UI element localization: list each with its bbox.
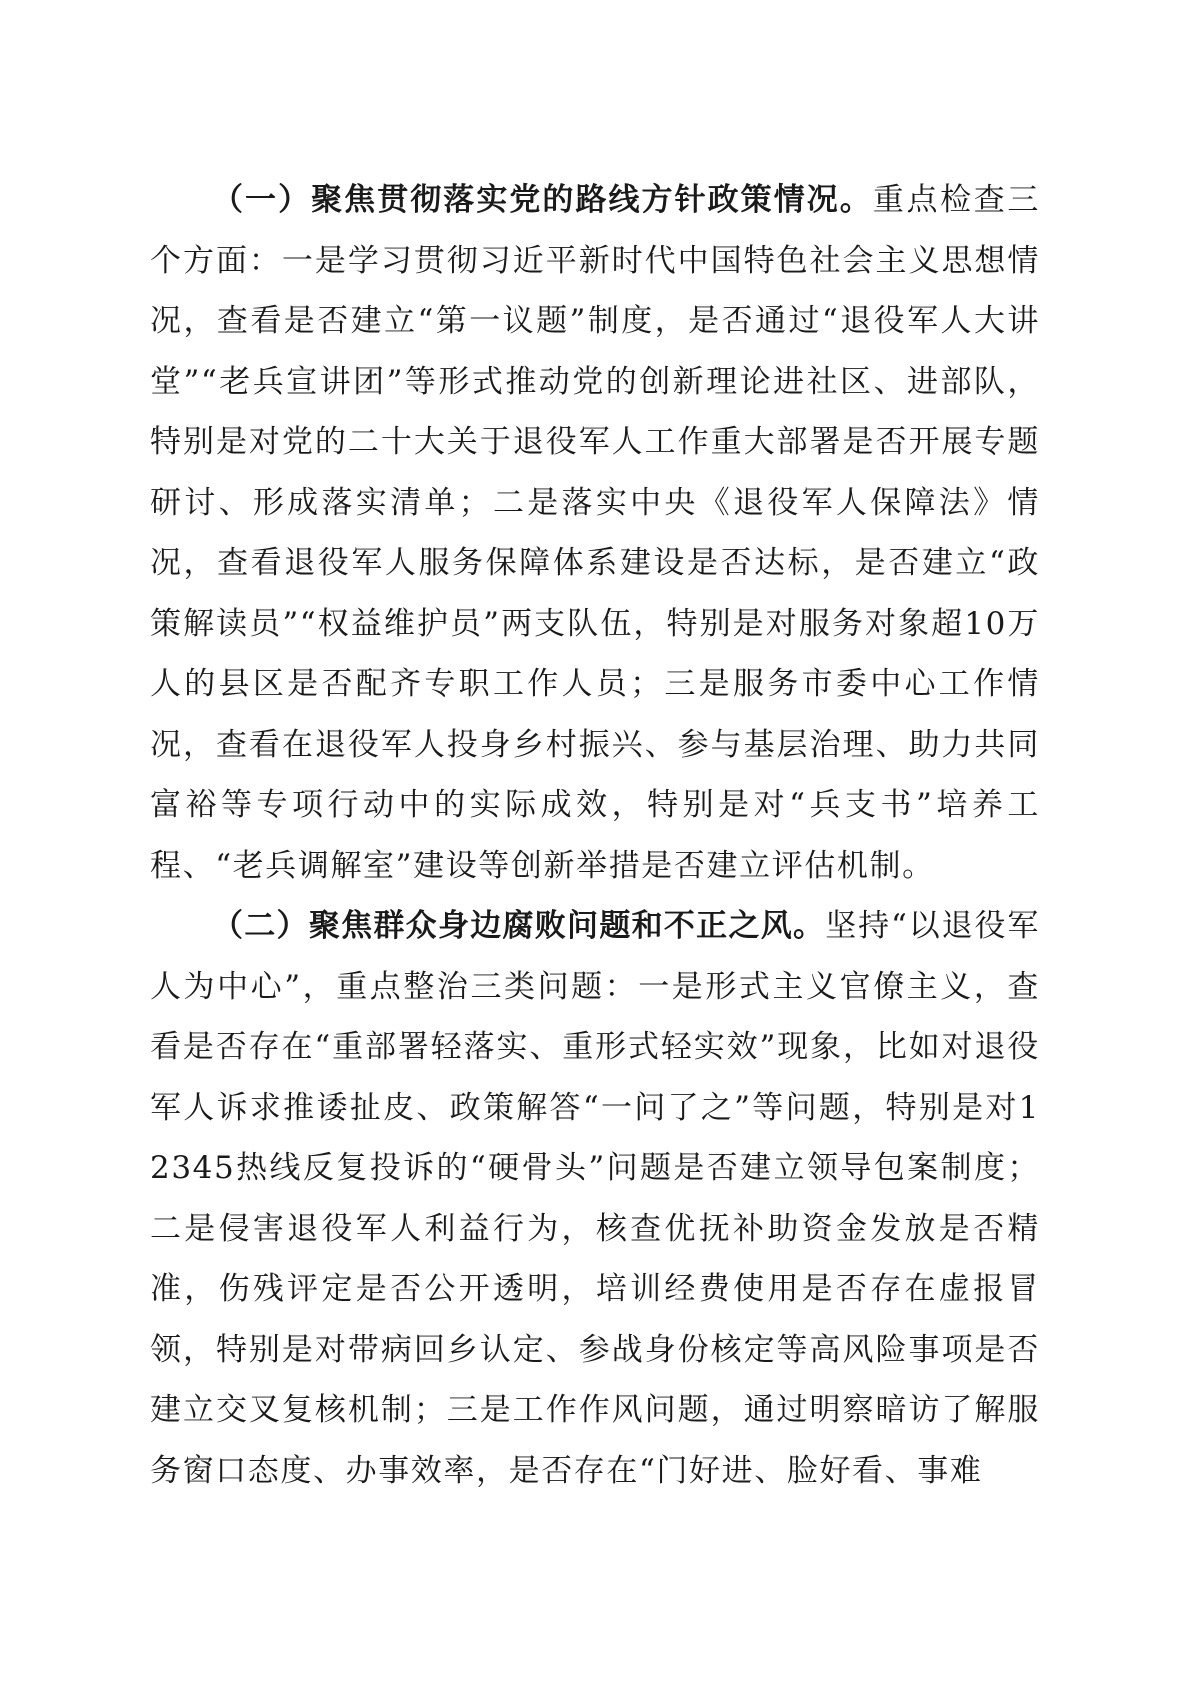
paragraph-2-heading: （二）聚焦群众身边腐败问题和不正之风。 [212, 908, 826, 944]
paragraph-1 [150, 170, 1040, 896]
document-body [150, 170, 1040, 1501]
paragraph-2-body: 坚持“以退役军人为中心”，重点整治三类问题：一是形式主义官僚主义，查看是否存在“重部署轻落实、重形式轻实效”现象，比如对退役军人诉求推诿扯皮、政策解答“一问了之”等问题，特别是对12345热线反复投诉的“硬骨头”问题是否建立领导包案制度；二是侵害退役军人利益行为，核查优抚补助资金发放是否精准，伤残评定是否公开透明，培训经费使用是否存在虚报冒领，特别是对带病回乡认定、参战身份核定等高风险事项是否建立交叉复核机制；三是工作作风问题，通过明察暗访了解服务窗口态度、办事效率，是否存在“门好进、脸好看、事难 [150, 908, 1040, 1489]
paragraph-1-heading: （一）聚焦贯彻落实党的路线方针政策情况。 [212, 182, 873, 218]
paragraph-1-body: 重点检查三个方面：一是学习贯彻习近平新时代中国特色社会主义思想情况，查看是否建立“第一议题”制度，是否通过“退役军人大讲堂”“老兵宣讲团”等形式推动党的创新理论进社区、进部队，特别是对党的二十大关于退役军人工作重大部署是否开展专题研讨、形成落实清单；二是落实中央《退役军人保障法》情况，查看退役军人服务保障体系建设是否达标，是否建立“政策解读员”“权益维护员”两支队伍，特别是对服务对象超10万人的县区是否配齐专职工作人员；三是服务市委中心工作情况，查看在退役军人投身乡村振兴、参与基层治理、助力共同富裕等专项行动中的实际成效，特别是对“兵支书”培养工程、“老兵调解室”建设等创新举措是否建立评估机制。 [150, 182, 1041, 884]
paragraph-2 [150, 896, 1040, 1501]
